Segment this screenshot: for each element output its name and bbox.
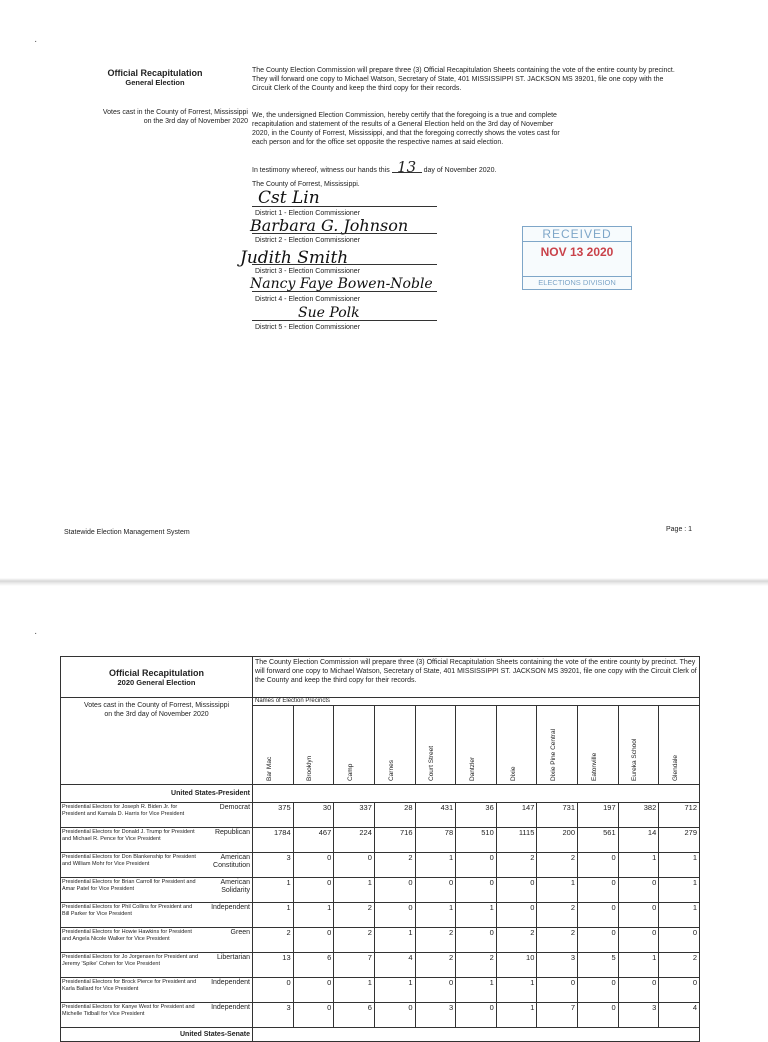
- vote-count: 6: [334, 1003, 375, 1028]
- vote-count: 6: [293, 953, 334, 978]
- vote-count: 1: [659, 853, 700, 878]
- vote-count: 7: [537, 1003, 578, 1028]
- vote-count: 375: [253, 803, 294, 828]
- signature-2: Barbara G. Johnson: [250, 216, 409, 235]
- page2-votes-cast: [61, 698, 253, 785]
- page1-header: [70, 68, 240, 87]
- vote-count: 0: [293, 853, 334, 878]
- vote-count: 30: [293, 803, 334, 828]
- page2-title: Official Recapitulation: [109, 667, 205, 678]
- vote-count: 0: [415, 978, 456, 1003]
- vote-count: 1: [334, 978, 375, 1003]
- precinct-header: [537, 706, 578, 785]
- footer-system-name: Statewide Election Management System: [64, 529, 190, 536]
- signature-line-2: [252, 233, 437, 234]
- vote-count: 1115: [496, 828, 537, 853]
- precinct-header: [293, 706, 334, 785]
- testimony-day: 13: [392, 163, 422, 173]
- vote-rows: [61, 803, 700, 1028]
- vote-count: 0: [456, 1003, 497, 1028]
- vote-count: 0: [456, 853, 497, 878]
- precinct-header: [659, 706, 700, 785]
- vote-count: 2: [253, 928, 294, 953]
- precinct-header: [415, 706, 456, 785]
- footer-page-number: Page : 1: [666, 526, 693, 533]
- vote-count: 1: [456, 903, 497, 928]
- signature-label-5: District 5 - Election Commissioner: [255, 324, 361, 331]
- party-name: Independent: [201, 1003, 253, 1028]
- party-name: American Constitution: [201, 853, 253, 878]
- precinct-name: Glendale: [672, 754, 680, 781]
- vote-count: 3: [415, 1003, 456, 1028]
- votes-cast-line2: on the 3rd day of November 2020: [143, 118, 248, 125]
- page1-votes-cast: [60, 108, 248, 126]
- precinct-name: Court Street: [428, 745, 436, 781]
- vote-count: 3: [537, 953, 578, 978]
- vote-count: 1: [253, 878, 294, 903]
- party-name: Green: [201, 928, 253, 953]
- candidate-name: Presidential Electors for Don Blankenship for President and William Mohr for Vice President: [61, 853, 201, 878]
- vote-count: 731: [537, 803, 578, 828]
- vote-count: 2: [334, 903, 375, 928]
- precinct-name: Dixie: [509, 766, 517, 781]
- vote-count: 0: [374, 878, 415, 903]
- candidate-row: [61, 853, 700, 878]
- vote-count: 1: [618, 853, 659, 878]
- vote-count: 2: [537, 928, 578, 953]
- precinct-name: Camp: [347, 763, 355, 781]
- vote-count: 1: [537, 878, 578, 903]
- vote-count: 1: [293, 903, 334, 928]
- vote-count: 4: [659, 1003, 700, 1028]
- vote-count: 2: [496, 928, 537, 953]
- party-name: Republican: [201, 828, 253, 853]
- precinct-name: Dixie Pine Central: [550, 728, 558, 781]
- precincts-label: Names of Election Precincts: [253, 698, 700, 706]
- vote-count: 1: [253, 903, 294, 928]
- candidate-name: Presidential Electors for Kanye West for President and Michelle Tidball for Vice President: [61, 1003, 201, 1028]
- race-president-filler: [253, 785, 700, 803]
- signature-label-3: District 3 - Election Commissioner: [255, 268, 361, 275]
- candidate-name: Presidential Electors for Brian Carroll for President and Amar Patel for Vice President: [61, 878, 201, 903]
- party-name: Democrat: [201, 803, 253, 828]
- vote-count: 712: [659, 803, 700, 828]
- candidate-row: [61, 903, 700, 928]
- candidate-row: [61, 828, 700, 853]
- race-senate-filler: [253, 1028, 700, 1042]
- precinct-header: [496, 706, 537, 785]
- precinct-name: Bar Mac: [265, 756, 273, 781]
- signature-4: Nancy Faye Bowen-Noble: [250, 276, 433, 292]
- candidate-row: [61, 953, 700, 978]
- vote-count: 0: [334, 853, 375, 878]
- vote-count: 0: [578, 853, 619, 878]
- page1-subtitle: General Election: [125, 78, 185, 87]
- vote-count: 0: [578, 928, 619, 953]
- page1-intro: The County Election Commission will prepare three (3) Official Recapitulation Sheets containing the vote of the entire county by precinct. They will forward one copy to Michael Watson, Secretary of State, 401 MISSISSIPPI ST. JACKSON MS 39201, file one copy with the Circuit Clerk of the County and keep the third copy for their records.: [252, 67, 675, 92]
- candidate-row: [61, 878, 700, 903]
- candidate-row: [61, 803, 700, 828]
- scan-mark: ·: [34, 36, 38, 47]
- vote-count: 36: [456, 803, 497, 828]
- vote-count: 0: [374, 1003, 415, 1028]
- vote-count: 431: [415, 803, 456, 828]
- scan-mark-2: ·: [34, 628, 38, 639]
- vote-count: 0: [293, 878, 334, 903]
- vote-count: 0: [578, 903, 619, 928]
- certification-text: We, the undersigned Election Commission, hereby certify that the foregoing is a true and complete recapitulation and statement of the results of a General Election held on the 3rd day of November 2020, in the County of Forrest, Mississippi, and that the foregoing correctly shows the votes cast for each person and for the office set opposite the respective names at said election.: [252, 112, 560, 146]
- candidate-name: Presidential Electors for Jo Jorgensen for President and Jeremy 'Spike' Cohen for Vice President: [61, 953, 201, 978]
- vote-count: 7: [334, 953, 375, 978]
- vote-count: 3: [253, 1003, 294, 1028]
- vote-count: 0: [618, 928, 659, 953]
- signature-3: Judith Smith: [240, 248, 349, 268]
- signature-5: Sue Polk: [298, 305, 360, 321]
- vote-count: 197: [578, 803, 619, 828]
- signature-line-3: [252, 264, 437, 265]
- county-line: The County of Forrest, Mississippi.: [252, 181, 360, 188]
- precinct-name: Brooklyn: [306, 755, 314, 781]
- vote-count: 0: [537, 978, 578, 1003]
- vote-count: 0: [578, 978, 619, 1003]
- race-senate: United States-Senate: [61, 1028, 253, 1042]
- vote-count: 1784: [253, 828, 294, 853]
- testimony-prefix: In testimony whereof, witness our hands this: [252, 167, 390, 174]
- stamp-division: ELECTIONS DIVISION: [523, 276, 631, 289]
- vote-count: 279: [659, 828, 700, 853]
- vote-count: 1: [659, 903, 700, 928]
- testimony-line: [252, 158, 572, 176]
- vote-count: 0: [496, 878, 537, 903]
- precinct-header: [253, 706, 294, 785]
- vote-count: 1: [496, 978, 537, 1003]
- vote-count: 467: [293, 828, 334, 853]
- vote-count: 1: [415, 903, 456, 928]
- testimony-suffix: day of November 2020.: [423, 167, 497, 174]
- signature-line-5: [252, 320, 437, 321]
- vote-count: 13: [253, 953, 294, 978]
- vote-count: 0: [293, 1003, 334, 1028]
- vote-count: 2: [374, 853, 415, 878]
- precinct-header: [334, 706, 375, 785]
- vote-count: 1: [374, 928, 415, 953]
- race-president: United States-President: [61, 785, 253, 803]
- precinct-name: Carnes: [387, 760, 395, 781]
- signature-line-4: [252, 291, 437, 292]
- vote-count: 0: [253, 978, 294, 1003]
- precinct-header: [578, 706, 619, 785]
- vote-count: 561: [578, 828, 619, 853]
- vote-count: 2: [456, 953, 497, 978]
- vote-count: 200: [537, 828, 578, 853]
- page1-title: Official Recapitulation: [107, 68, 203, 78]
- candidate-row: [61, 928, 700, 953]
- page2-votes-cast-line1: Votes cast in the County of Forrest, Mississippi: [83, 702, 230, 709]
- party-name: American Solidarity: [201, 878, 253, 903]
- candidate-name: Presidential Electors for Phil Collins for President and Bill Parker for Vice President: [61, 903, 201, 928]
- stamp-received: RECEIVED: [523, 227, 631, 242]
- vote-count: 4: [374, 953, 415, 978]
- signature-line-1: [252, 206, 437, 207]
- vote-count: 1: [659, 878, 700, 903]
- vote-count: 0: [618, 878, 659, 903]
- vote-count: 3: [618, 1003, 659, 1028]
- vote-count: 0: [578, 878, 619, 903]
- vote-count: 5: [578, 953, 619, 978]
- vote-count: 1: [374, 978, 415, 1003]
- candidate-name: Presidential Electors for Donald J. Trump for President and Michael R. Pence for Vice President: [61, 828, 201, 853]
- party-name: Libertarian: [201, 953, 253, 978]
- vote-count: 2: [415, 953, 456, 978]
- vote-count: 2: [537, 853, 578, 878]
- page2-subtitle: 2020 General Election: [117, 677, 196, 687]
- received-stamp: [522, 226, 632, 290]
- signature-label-2: District 2 - Election Commissioner: [255, 237, 361, 244]
- candidate-name: Presidential Electors for Joseph R. Biden Jr. for President and Kamala D. Harris for Vice President: [61, 803, 201, 828]
- precinct-name: Dantzler: [468, 756, 476, 781]
- vote-count: 510: [456, 828, 497, 853]
- vote-count: 2: [334, 928, 375, 953]
- vote-count: 0: [618, 903, 659, 928]
- precinct-header: [456, 706, 497, 785]
- precinct-header: [618, 706, 659, 785]
- vote-count: 337: [334, 803, 375, 828]
- vote-count: 1: [456, 978, 497, 1003]
- vote-count: 2: [415, 928, 456, 953]
- page-separator: [0, 578, 768, 586]
- vote-count: 1: [415, 853, 456, 878]
- vote-count: 0: [374, 903, 415, 928]
- vote-count: 0: [496, 903, 537, 928]
- vote-count: 0: [659, 978, 700, 1003]
- vote-count: 0: [456, 928, 497, 953]
- vote-count: 1: [496, 1003, 537, 1028]
- vote-count: 14: [618, 828, 659, 853]
- vote-count: 10: [496, 953, 537, 978]
- vote-count: 0: [293, 978, 334, 1003]
- candidate-name: Presidential Electors for Howie Hawkins for President and Angela Nicole Walker for Vice President: [61, 928, 201, 953]
- recap-table: [60, 656, 700, 1042]
- party-name: Independent: [201, 978, 253, 1003]
- precinct-name: Eatonville: [590, 752, 598, 781]
- precinct-header: [374, 706, 415, 785]
- vote-count: 0: [659, 928, 700, 953]
- signature-label-4: District 4 - Election Commissioner: [255, 296, 361, 303]
- vote-count: 224: [334, 828, 375, 853]
- vote-count: 78: [415, 828, 456, 853]
- signature-1: Cst Lin: [258, 188, 320, 208]
- signature-label-1: District 1 - Election Commissioner: [255, 210, 361, 217]
- vote-count: 0: [415, 878, 456, 903]
- vote-count: 28: [374, 803, 415, 828]
- vote-count: 1: [334, 878, 375, 903]
- vote-count: 2: [496, 853, 537, 878]
- candidate-name: Presidential Electors for Brock Pierce for President and Karla Ballard for Vice President: [61, 978, 201, 1003]
- vote-count: 0: [456, 878, 497, 903]
- page2-votes-cast-line2: on the 3rd day of November 2020: [104, 711, 209, 718]
- vote-count: 0: [293, 928, 334, 953]
- candidate-row: [61, 978, 700, 1003]
- votes-cast-line1: Votes cast in the County of Forrest, Mississippi: [102, 109, 248, 116]
- vote-count: 0: [578, 1003, 619, 1028]
- vote-count: 1: [618, 953, 659, 978]
- vote-count: 2: [659, 953, 700, 978]
- vote-count: 382: [618, 803, 659, 828]
- page2-intro: The County Election Commission will prepare three (3) Official Recapitulation Sheets containing the vote of the entire county by precinct. They will forward one copy to Michael Watson, Secretary of State, 401 MISSISSIPPI ST. JACKSON MS 39201, file one copy with the Circuit Clerk of the County and keep the third copy for their records.: [253, 657, 700, 698]
- vote-count: 147: [496, 803, 537, 828]
- vote-count: 2: [537, 903, 578, 928]
- vote-count: 3: [253, 853, 294, 878]
- stamp-date: NOV 13 2020: [540, 245, 614, 259]
- party-name: Independent: [201, 903, 253, 928]
- table-header-title-cell: [61, 657, 253, 698]
- precinct-name: Eureka School: [631, 738, 639, 781]
- vote-count: 716: [374, 828, 415, 853]
- vote-count: 0: [618, 978, 659, 1003]
